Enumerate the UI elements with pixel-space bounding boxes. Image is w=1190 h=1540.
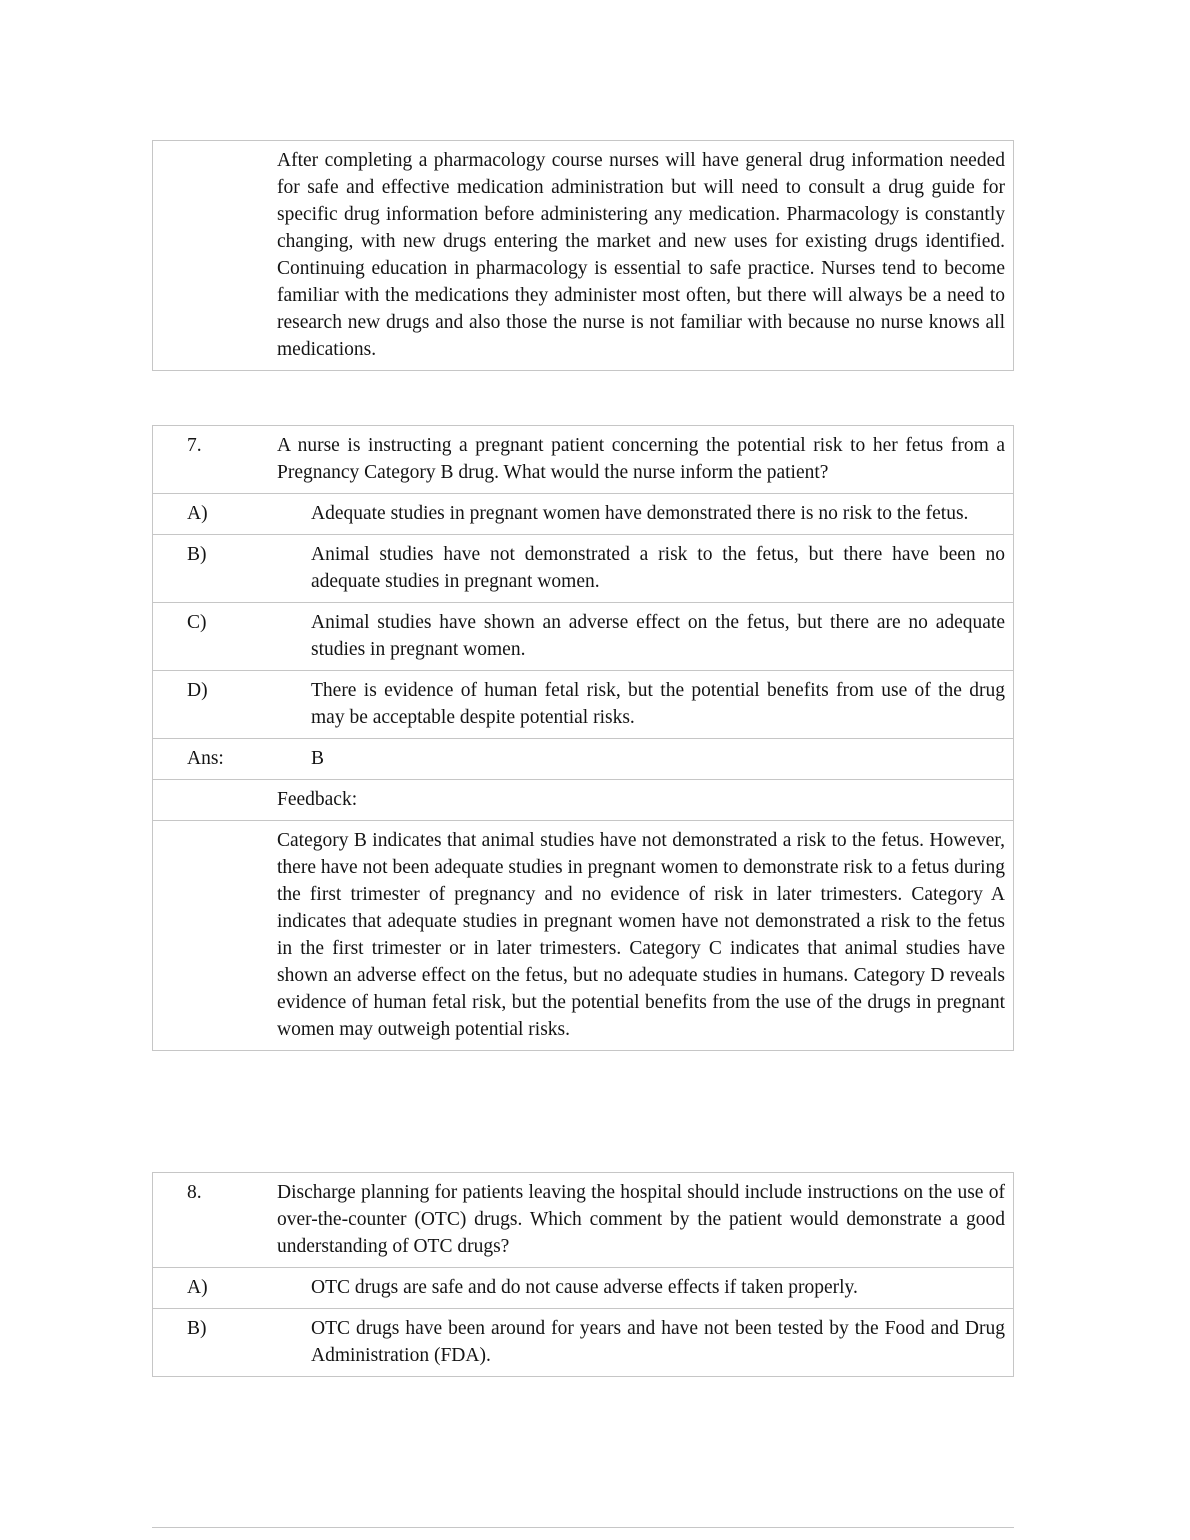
option-row [153,603,1013,671]
answer-row [153,739,1013,780]
question-8-block [152,1172,1014,1377]
answer-value: B [311,748,325,769]
option-text: OTC drugs have been around for years and have not been tested by the Food and Drug Administration (FDA). [311,1318,1005,1366]
option-row [153,535,1013,603]
option-text: OTC drugs are safe and do not cause adverse effects if taken properly. [311,1277,858,1298]
feedback-empty-label-cell [153,821,277,1050]
question-number: 8. [187,1182,202,1203]
feedback-label: Feedback: [277,789,358,810]
option-row [153,671,1013,739]
option-text: Animal studies have shown an adverse effect on the fetus, but there are no adequate studies in pregnant women. [311,612,1005,660]
option-label: B) [187,544,207,565]
option-text: Adequate studies in pregnant women have demonstrated there is no risk to the fetus. [311,503,969,524]
option-row [153,494,1013,535]
intro-text: After completing a pharmacology course nurses will have general drug information needed for safe and effective medication administration but will need to consult a drug guide for specific drug information before administering any medication. Pharmacology is constantly changing, with new drugs entering the market and new uses for existing drugs identified. Continuing education in pharmacology is essential to safe practice. Nurses tend to become familiar with the medications they administer most often, but there will always be a need to research new drugs and also those the nurse is not familiar with because no nurse knows all medications. [277,150,1005,360]
intro-row [153,141,1013,370]
intro-block [152,140,1014,371]
option-row [153,1309,1013,1376]
option-label: B) [187,1318,207,1339]
answer-label: Ans: [187,748,224,769]
question-7-block [152,425,1014,1051]
feedback-text-row [153,821,1013,1050]
option-label: A) [187,503,208,524]
question-row [153,1173,1013,1268]
option-label: A) [187,1277,208,1298]
option-text: Animal studies have not demonstrated a risk to the fetus, but there have been no adequate studies in pregnant women. [311,544,1005,592]
option-label: C) [187,612,207,633]
option-label: D) [187,680,208,701]
feedback-text: Category B indicates that animal studies have not demonstrated a risk to the fetus. However, there have not been adequate studies in pregnant women to demonstrate risk to a fetus during the first trimester of pregnancy and no evidence of risk in later trimesters. Category A indicates that adequate studies in pregnant women have not demonstrated a risk to the fetus in the first trimester or in later trimesters. Category C indicates that animal studies have shown an adverse effect on the fetus, but no adequate studies in humans. Category D reveals evidence of human fetal risk, but the potential benefits from the use of the drugs in pregnant women may outweigh potential risks. [277,830,1005,1040]
option-text: There is evidence of human fetal risk, but the potential benefits from use of the drug may be acceptable despite potential risks. [311,680,1005,728]
question-number: 7. [187,435,202,456]
option-row [153,1268,1013,1309]
feedback-empty-label-cell [153,780,277,820]
feedback-label-row [153,780,1013,821]
question-row [153,426,1013,494]
cutoff-row-border [152,1527,1014,1528]
intro-empty-label-cell [153,141,277,370]
question-text: Discharge planning for patients leaving the hospital should include instructions on the use of over-the-counter (OTC) drugs. Which comment by the patient would demonstrate a good understanding of OTC drugs? [277,1182,1005,1257]
question-text: A nurse is instructing a pregnant patient concerning the potential risk to her fetus from a Pregnancy Category B drug. What would the nurse inform the patient? [277,435,1005,483]
